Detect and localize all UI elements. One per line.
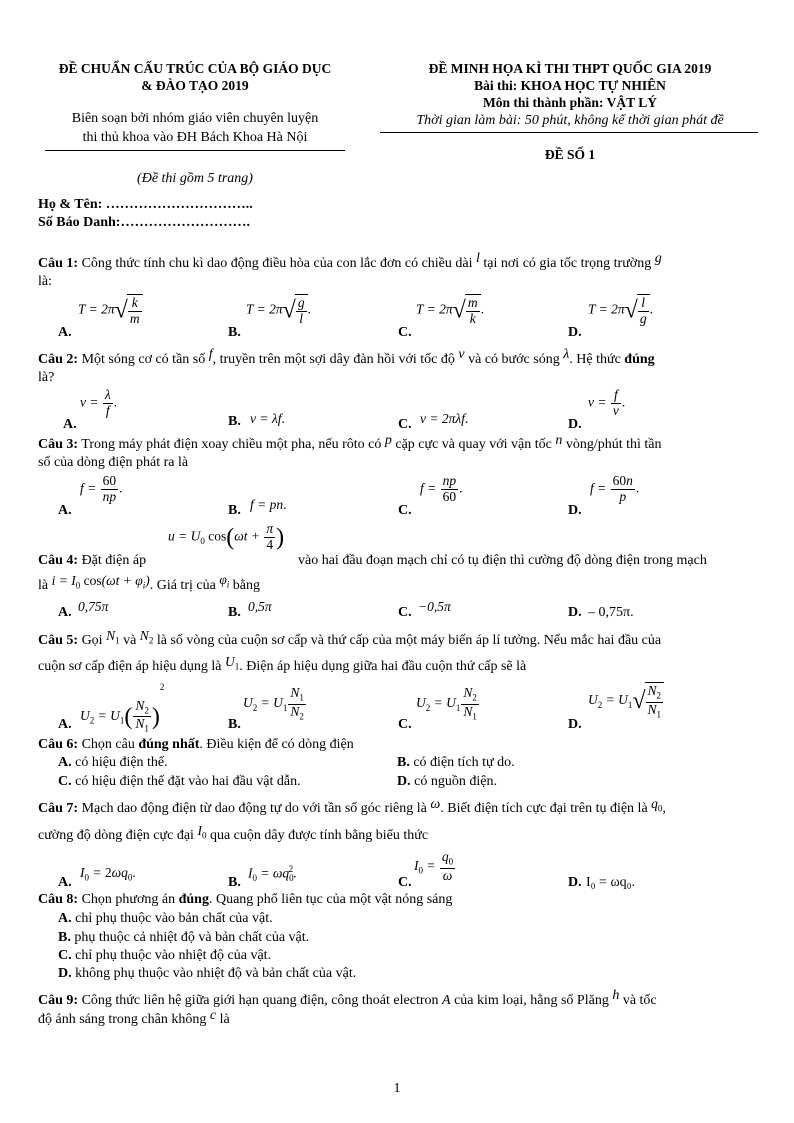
header-left-line1: ĐỀ CHUẨN CẤU TRÚC CỦA BỘ GIÁO DỤC [58,61,332,76]
q1-option-d-letter: D. [568,325,582,340]
question-8: Câu 8: Chọn phương án đúng. Quang phổ liên tục của một vật nóng sáng [38,892,453,907]
q6-option-a: A. có hiệu điện thế. [58,755,168,770]
question-1-tail: là: [38,274,52,289]
q5-option-a-letter: A. [58,717,72,732]
q3-option-d: f = $\frac{60n}{p}$ . [590,473,640,504]
q5-option-d-letter: D. [568,717,582,732]
q5-option-c-letter: C. [398,717,412,732]
header-right-line2: Bài thi: KHOA HỌC TỰ NHIÊN [474,78,666,93]
q4-option-b-letter: B. [228,605,241,620]
header-left-line4: thi thủ khoa vào ĐH Bách Khoa Hà Nội [82,130,308,145]
q6-option-c: C. có hiệu điện thế đặt vào hai đầu vật dẫn. [58,774,301,789]
q4-option-d: – 0,75π. [588,605,634,620]
question-5-line2: cuộn sơ cấp điện áp hiệu dụng là $U_1$. Điện áp hiệu dụng giữa hai đầu cuộn thứ cấp sẽ là [38,654,527,674]
q2-option-c-letter: C. [398,417,412,432]
q1-option-d: T = 2π√ $\frac{l}{g}$ . [588,295,653,326]
q2-option-d-letter: D. [568,417,582,432]
q4-option-a: 0,75π [78,599,109,614]
q7-option-a: $I_0 = 2\omega q_0$. [80,865,136,883]
q3-option-b-letter: B. [228,503,241,518]
question-5: Câu 5: Gọi $N_1$ và $N_2$ là số vòng của cuộn sơ cấp và thứ cấp của một máy biến áp lí tưởng. Nếu mắc hai đầu của [38,628,662,648]
header-left-line2: & ĐÀO TẠO 2019 [141,78,249,93]
student-id-field: Số Báo Danh:………………………. [38,215,250,230]
question-2-tail: là? [38,370,55,385]
q6-option-b: B. có điện tích tự do. [397,755,515,770]
q2-option-a-letter: A. [63,417,77,432]
q1-option-b: T = 2π√ $\frac{g}{l}$ . [246,295,311,326]
q1-option-c: T = 2π√ $\frac{m}{k}$ . [416,295,484,326]
q2-option-b-letter: B. [228,414,241,429]
question-3: Câu 3: Trong máy phát điện xoay chiều một pha, nếu rôto có p cặp cực và quay với vận tốc n vòng/phút thì tần [38,433,662,452]
q3-option-b: f = pn. [250,497,287,512]
pages-note: (Đề thi gồm 5 trang) [137,171,253,186]
exam-code: ĐỀ SỐ 1 [544,147,596,162]
q7-option-d-letter: D. [568,875,582,890]
question-4: Câu 4: Đặt điện áp [38,553,147,568]
q4-option-a-letter: A. [58,605,72,620]
q5-option-d: $U_2 = U_1√$ $\frac{N_2}{N_1}$ [588,682,664,720]
question-2: Câu 2: Một sóng cơ có tần số f, truyền trên một sợi dây đàn hồi với tốc độ v và có bước sóng λ. Hệ thức đúng [38,347,655,367]
q6-option-d: D. có nguồn điện. [397,774,497,789]
question-7-options [58,850,778,890]
q2-option-c: v = 2πλf. [420,411,469,426]
q7-option-c: $I_0$ = $\frac{q_0}{\omega}$ [414,849,454,883]
q1-option-a-letter: A. [58,325,72,340]
q8-option-d: D. không phụ thuộc vào nhiệt độ và bản chất của vật. [58,966,357,981]
q1-option-b-letter: B. [228,325,241,340]
student-name-field: Họ & Tên: ………………………….. [38,197,253,212]
header-left-divider [45,150,345,151]
question-4-options [58,600,778,622]
q8-option-b: B. phụ thuộc cả nhiệt độ và bản chất của vật. [58,930,310,945]
q8-option-a: A. chỉ phụ thuộc vào bản chất của vật. [58,911,273,926]
q2-option-a: v = $\frac{\lambda}{f}$ . [80,387,118,418]
q5-option-c: $U_2 = U_1$ $\frac{N_2}{N_1}$ [416,685,477,722]
q4-option-d-letter: D. [568,605,582,620]
q2-option-b: v = λf. [250,411,285,426]
q3-option-a: f = $\frac{60}{np}$ . [80,473,123,504]
header-right-line4: Thời gian làm bài: 50 phút, không kể thời gian phát đề [416,113,724,128]
question-2-options [58,388,778,433]
q5-option-a: $U_2 = U_1$( $\frac{N_2}{N_1}$ )$^2$ [80,682,165,735]
q7-option-a-letter: A. [58,875,72,890]
q1-option-a: T = 2π√ $\frac{k}{m}$ [78,294,143,327]
question-9-line2: độ ánh sáng trong chân không c là [38,1008,230,1027]
header-right-line3: Môn thi thành phần: VẬT LÝ [483,95,657,110]
q5-option-b: $U_2 = U_1$ $\frac{N_1}{N_2}$ [243,685,304,722]
q4-option-c-letter: C. [398,605,412,620]
q7-option-b: $I_0 = \omega q_0^2$. [248,864,297,884]
q3-option-c: f = $\frac{np}{60}$ . [420,473,463,504]
page-number: 1 [393,1081,401,1096]
q3-option-c-letter: C. [398,503,412,518]
q4-option-b: 0,5π [248,599,272,614]
question-1-options [58,294,778,344]
q1-option-c-letter: C. [398,325,412,340]
question-3-options [58,474,778,519]
q3-option-d-letter: D. [568,503,582,518]
q7-option-c-letter: C. [398,875,412,890]
q3-option-a-letter: A. [58,503,72,518]
q7-option-b-letter: B. [228,875,241,890]
question-7-line2: cường độ dòng điện cực đại $I_0$ qua cuộn dây được tính bằng biểu thức [38,823,429,843]
q4-option-c: −0,5π [418,599,451,614]
question-7: Câu 7: Mạch dao động điện từ dao động tự do với tần số góc riêng là ω. Biết điện tích cực đại trên tụ điện là $q_0$, [38,796,666,816]
question-4-line2: là $i = I_0$ $\cos(\omega t + \varphi_i)$. Giá trị của $\varphi_i$ bằng [38,572,261,593]
q2-option-d: v = $\frac{f}{v}$ . [588,387,626,418]
header-left-line3: Biên soạn bởi nhóm giáo viên chuyên luyện [71,111,319,126]
question-3-tail: số của dòng điện phát ra là [38,455,189,470]
q5-option-b-letter: B. [228,717,241,732]
question-6: Câu 6: Chọn câu đúng nhất. Điều kiện để có dòng điện [38,737,354,752]
q4-voltage-formula: $u = U_0$ cos(ωt + $\frac{\pi}{4}$ ) [168,521,285,552]
question-9: Câu 9: Công thức liên hệ giữa giới hạn quang điện, công thoát electron A của kim loại, hằng số Plăng h và tốc [38,988,657,1008]
question-5-options [58,682,778,735]
question-1: Câu 1: Công thức tính chu kì dao động điều hòa của con lắc đơn có chiều dài l tại nơi có gia tốc trọng trường g [38,251,662,271]
header-right-divider [380,132,758,133]
q8-option-c: C. chỉ phụ thuộc vào nhiệt độ của vật. [58,948,272,963]
header-right-line1: ĐỀ MINH HỌA KÌ THI THPT QUỐC GIA 2019 [428,61,712,76]
q7-option-d: I₀ = ωq₀. [586,875,636,890]
question-4-text-b: vào hai đầu đoạn mạch chỉ có tụ điện thì cường độ dòng điện trong mạch [298,553,707,568]
